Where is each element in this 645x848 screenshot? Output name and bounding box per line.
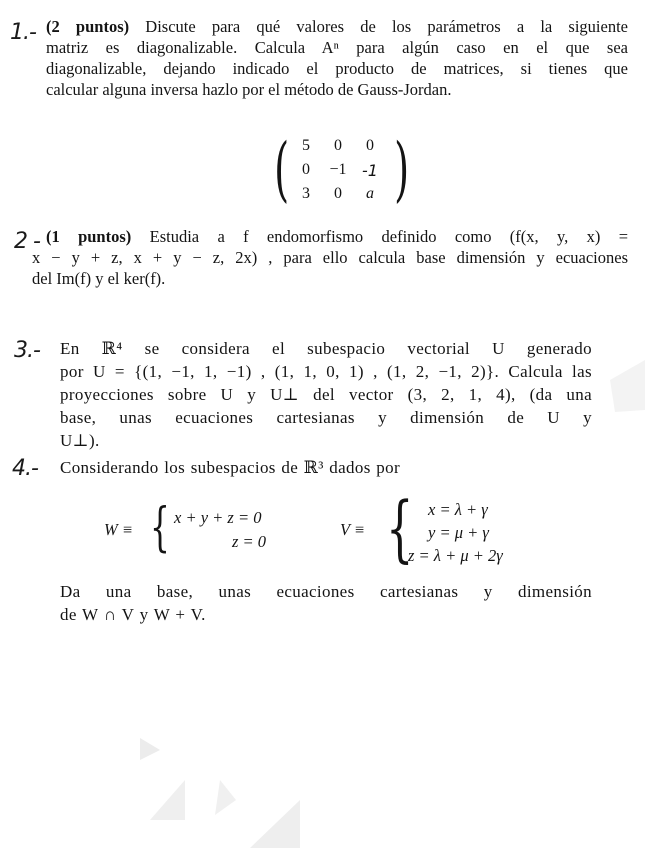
matrix-cell: −1	[329, 161, 347, 178]
q4-line-1: Considerando los subespacios de ℝ³ dados por	[60, 458, 400, 477]
q3-number: 3.-	[14, 338, 40, 363]
q2-number: 2 -	[14, 229, 40, 254]
q2-statement	[32, 226, 629, 289]
q3-line-3: proyecciones sobre U y U⊥ del vector (3, 2, 1, 4), (da una	[60, 385, 592, 404]
q1-matrix	[274, 128, 410, 210]
q2-line-1: (1 puntos) Estudia a f endomorfismo definido como (f(x, y, x) =	[46, 227, 629, 246]
w-eq-1: x + y + z = 0	[174, 508, 262, 527]
matrix-cell: 0	[366, 137, 374, 154]
q4-line-3: de W ∩ V y W + V.	[60, 605, 206, 624]
v-eq-2: y = μ + γ	[428, 523, 489, 542]
matrix-cell: 3	[302, 185, 310, 202]
matrix-row	[290, 182, 386, 206]
matrix-cell: 0	[334, 137, 342, 154]
matrix-cell: 5	[302, 137, 310, 154]
q3-line-2: por U = {(1, −1, 1, −1) , (1, 1, 0, 1) , (1, 2, −1, 2)}. Calcula las	[60, 362, 592, 381]
q2-line-3: del Im(f) y el ker(f).	[32, 269, 166, 288]
q3-line-1: En ℝ⁴ se considera el subespacio vectorial U generado	[60, 339, 592, 358]
q2-line-2: x − y + z, x + y − z, 2x) , para ello calcula base dimensión y ecuaciones	[32, 248, 628, 267]
q4-line-2: Da una base, unas ecuaciones cartesianas y dimensión	[60, 582, 592, 601]
faint-triangle	[140, 738, 160, 760]
q4-statement	[60, 580, 592, 626]
matrix-row	[290, 134, 386, 158]
w-system	[104, 498, 304, 566]
w-label: W ≡	[104, 520, 134, 539]
matrix-cell: a	[366, 185, 374, 202]
q4-number: 4.-	[12, 456, 38, 481]
v-system	[340, 486, 570, 570]
q1-line-3: diagonalizable, dejando indicado el producto de matrices, si tienes que	[46, 59, 628, 78]
w-eq-2: z = 0	[232, 532, 267, 551]
q3-line-4: base, unas ecuaciones cartesianas y dimensión de U y	[60, 408, 592, 427]
q1-statement	[46, 16, 628, 100]
v-eq-3: z = λ + μ + 2γ	[408, 546, 503, 565]
matrix-table	[290, 134, 386, 206]
v-brace: {	[386, 486, 414, 570]
q3-statement	[60, 337, 592, 452]
v-label: V ≡	[340, 520, 366, 539]
matrix-right-paren: )	[394, 128, 410, 210]
matrix-cell: 0	[334, 185, 342, 202]
faint-triangle	[215, 780, 236, 815]
faint-shape	[610, 360, 645, 412]
matrix-left-paren: (	[274, 128, 290, 210]
q2-points: (1 puntos)	[46, 227, 132, 246]
w-brace: {	[150, 498, 170, 558]
v-eq-1: x = λ + γ	[428, 500, 488, 519]
q1-points: (2 puntos)	[46, 17, 130, 36]
q1-number: 1.-	[10, 20, 36, 45]
q1-line-2: matriz es diagonalizable. Calcula Aⁿ para algún caso en el que sea	[46, 38, 628, 57]
matrix-row	[290, 158, 386, 182]
matrix-cell: 0	[302, 161, 310, 178]
faint-triangle	[250, 800, 300, 848]
faint-triangle	[150, 780, 185, 820]
q1-line-1: (2 puntos) Discute para qué valores de los parámetros a la siguiente	[46, 17, 628, 36]
q4-intro	[60, 457, 592, 478]
q1-line-4: calcular alguna inversa hazlo por el método de Gauss-Jordan.	[46, 80, 452, 99]
q3-line-5: U⊥).	[60, 431, 100, 450]
matrix-cell-handwritten: -1	[362, 160, 378, 180]
